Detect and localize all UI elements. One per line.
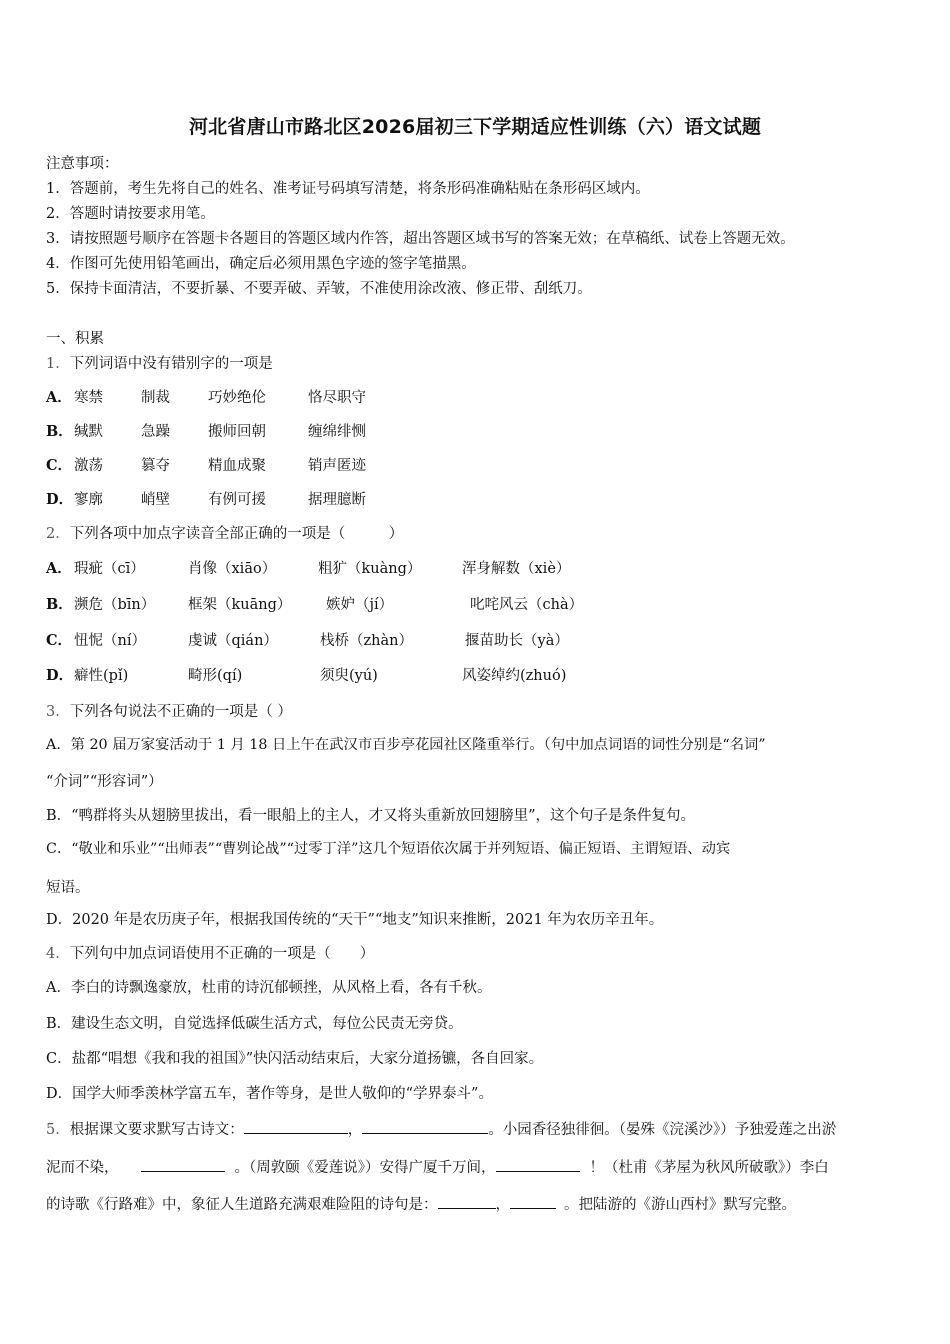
option-word: 嫉妒（jí） xyxy=(326,597,394,613)
option-word: 缄默 xyxy=(74,424,103,440)
option-word: 浑身解数（xiè） xyxy=(462,561,571,577)
question-1 xyxy=(46,352,273,373)
question-stem: 下列句中加点词语使用不正确的一项是（ ） xyxy=(69,946,375,962)
question-number: 1． xyxy=(46,356,70,372)
option-word: 肖像（xiāo） xyxy=(188,561,277,577)
option-word: 瑕疵（cī） xyxy=(74,561,145,577)
question-text: 。（周敦颐《爱莲说》）安得广厦千万间， xyxy=(234,1160,496,1176)
blank-separator: ， xyxy=(347,1122,363,1138)
option-word: 叱咤风云（chà） xyxy=(470,597,584,613)
question-number: 3． xyxy=(46,704,70,720)
question-number: 5． xyxy=(46,1122,70,1138)
q3-option-a[interactable]: A．第 20 届万家宴活动于 1 月 18 日上午在武汉市百步亭花园社区隆重举行。（句中加点词语的词性分别是“名词” xyxy=(46,737,766,753)
option-word: 栈桥（zhàn） xyxy=(320,633,413,649)
option-label: C． xyxy=(46,457,73,474)
option-word: 揠苗助长（yà） xyxy=(465,633,569,649)
answer-blank[interactable] xyxy=(244,1119,348,1134)
q3-option-c[interactable]: C．“敬业和乐业”“出师表”“曹刿论战”“过零丁洋”这几个短语依次属于并列短语、偏正短语、主谓短语、动宾 xyxy=(46,841,731,857)
question-number: 2． xyxy=(46,526,70,542)
question-stem: 下列各句说法不正确的一项是（ ） xyxy=(69,704,292,720)
answer-blank[interactable] xyxy=(438,1194,496,1209)
option-word: 制裁 xyxy=(141,390,170,406)
question-text: 泥而不染， xyxy=(46,1160,119,1176)
option-word: 巧妙绝伦 xyxy=(208,390,266,406)
option-word: 急躁 xyxy=(141,424,170,440)
q3-option-d[interactable]: D．2020 年是农历庚子年，根据我国传统的“天干”“地支”知识来推断，2021 年为农历辛丑年。 xyxy=(46,912,664,928)
q3-option-b[interactable]: B．“鸭群将头从翅膀里拔出，看一眼船上的主人，才又将头重新放回翅膀里”，这个句子是条件复句。 xyxy=(46,808,695,824)
notice-item: 1．答题前，考生先将自己的姓名、准考证号码填写清楚，将条形码准确粘贴在条形码区域内。 xyxy=(46,181,650,197)
option-word: 忸怩（ní） xyxy=(74,633,146,649)
option-label: A． xyxy=(46,560,72,577)
question-stem: 下列各项中加点字读音全部正确的一项是（ ） xyxy=(69,526,404,542)
option-word: 寥廓 xyxy=(74,492,103,508)
q3-option-a-cont: “介词”“形容词”） xyxy=(46,774,163,790)
answer-blank[interactable] xyxy=(141,1157,225,1172)
option-word: 框架（kuāng） xyxy=(188,597,292,613)
option-word: 峭壁 xyxy=(141,492,170,508)
notice-item: 2．答题时请按要求用笔。 xyxy=(46,206,215,222)
question-3 xyxy=(46,700,292,721)
question-text: ！（杜甫《茅屋为秋风所破歌》）李白 xyxy=(589,1160,829,1176)
option-word: 缠绵绯恻 xyxy=(308,424,366,440)
option-word: 精血成聚 xyxy=(208,458,266,474)
answer-blank[interactable] xyxy=(510,1194,556,1209)
question-2 xyxy=(46,522,403,543)
option-label: A． xyxy=(46,389,72,406)
option-word: 篡夺 xyxy=(141,458,170,474)
notice-item: 3．请按照题号顺序在答题卡各题目的答题区域内作答，超出答题区域书写的答案无效；在草稿纸、试卷上答题无效。 xyxy=(46,231,795,247)
option-label: C． xyxy=(46,632,73,649)
q3-option-c-cont: 短语。 xyxy=(46,880,90,896)
option-word: 虔诚（qián） xyxy=(188,633,278,649)
question-text: 。把陆游的《游山西村》默写完整。 xyxy=(564,1197,796,1213)
question-stem: 根据课文要求默写古诗文： xyxy=(69,1122,244,1138)
question-5-line-2 xyxy=(46,1156,829,1177)
option-word: 粗犷（kuàng） xyxy=(318,561,422,577)
blank-separator: ， xyxy=(495,1197,510,1213)
question-text: 。小园香径独徘徊。（晏殊《浣溪沙》）予独爱莲之出淤 xyxy=(488,1122,837,1138)
q4-option-a[interactable]: A．李白的诗飘逸豪放，杜甫的诗沉郁顿挫，从风格上看，各有千秋。 xyxy=(46,980,492,996)
q4-option-c[interactable]: C．盐都“唱想《我和我的祖国》”快闪活动结束后，大家分道扬镳，各自回家。 xyxy=(46,1051,544,1067)
answer-blank[interactable] xyxy=(496,1157,580,1172)
question-number: 4． xyxy=(46,946,70,962)
option-label: B． xyxy=(46,596,73,613)
question-text: 的诗歌《行路难》中，象征人生道路充满艰难险阻的诗句是： xyxy=(46,1197,438,1213)
section-heading: 一、积累 xyxy=(46,331,104,347)
option-word: 濒危（bīn） xyxy=(74,597,156,613)
notice-item: 5．保持卡面清洁，不要折暴、不要弄破、弄皱，不准使用涂改液、修正带、刮纸刀。 xyxy=(46,281,592,297)
option-word: 癖性(pǐ) xyxy=(74,668,129,684)
option-word: 销声匿迹 xyxy=(308,458,366,474)
option-label: D． xyxy=(46,667,74,684)
question-stem: 下列词语中没有错别字的一项是 xyxy=(69,356,273,372)
question-5-line-1 xyxy=(46,1118,836,1139)
option-word: 据理臆断 xyxy=(308,492,366,508)
page-title: 河北省唐山市路北区2026届初三下学期适应性训练（六）语文试题 xyxy=(188,116,762,138)
option-label: D． xyxy=(46,491,74,508)
q4-option-b[interactable]: B．建设生态文明，自觉选择低碳生活方式，每位公民责无旁贷。 xyxy=(46,1016,463,1032)
option-word: 畸形(qí) xyxy=(188,668,243,684)
option-word: 激荡 xyxy=(74,458,103,474)
question-5-line-3 xyxy=(46,1193,796,1214)
option-word: 风姿绰约(zhuó) xyxy=(462,668,567,684)
notice-heading: 注意事项： xyxy=(46,156,119,172)
option-word: 有例可援 xyxy=(208,492,266,508)
notice-item: 4．作图可先使用铅笔画出，确定后必须用黑色字迹的签字笔描黑。 xyxy=(46,256,476,272)
answer-blank[interactable] xyxy=(362,1119,488,1134)
q4-option-d[interactable]: D．国学大师季羡林学富五车，著作等身，是世人敬仰的“学界泰斗”。 xyxy=(46,1086,493,1102)
option-word: 搬师回朝 xyxy=(208,424,266,440)
option-word: 须臾(yú) xyxy=(320,668,378,684)
question-4 xyxy=(46,942,374,963)
option-word: 寒禁 xyxy=(74,390,103,406)
option-label: B． xyxy=(46,423,73,440)
option-word: 恪尽职守 xyxy=(308,390,366,406)
